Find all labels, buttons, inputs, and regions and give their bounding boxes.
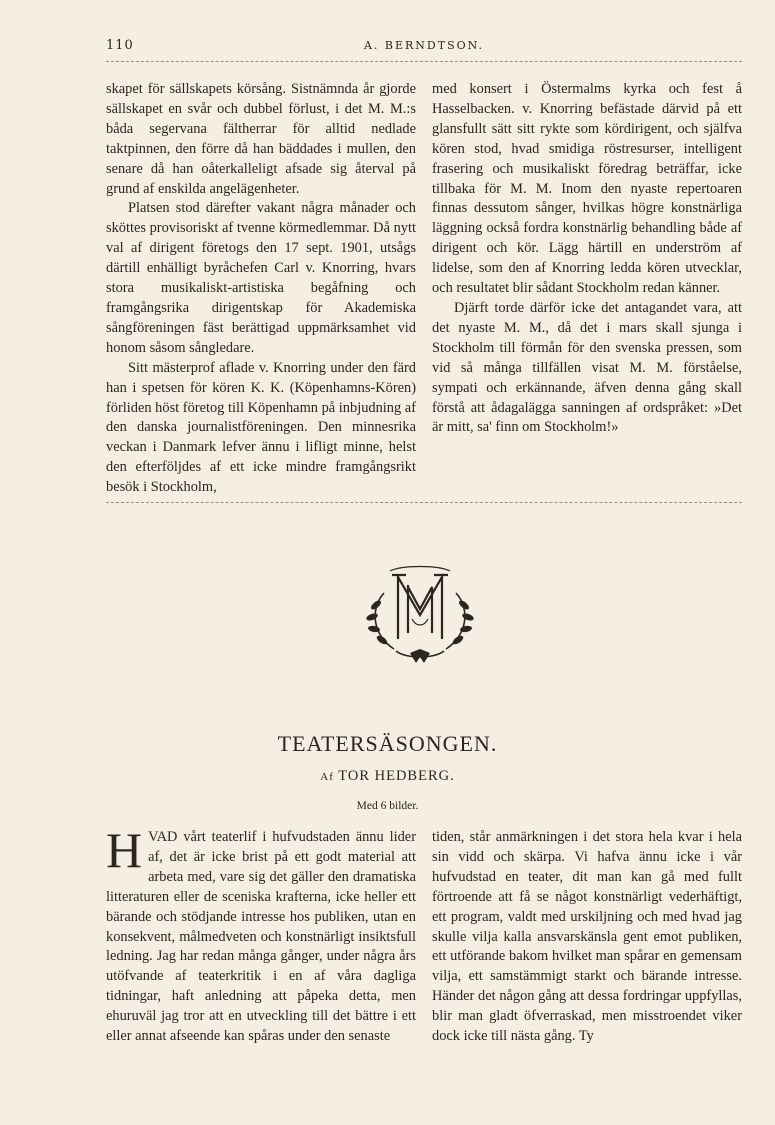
paragraph: med konsert i Östermalms kyrka och fest å Hasselbacken. v. Knorring befästade därvid på ett glansfullt sätt sitt rykte som kördirigent, och själfva kören stod, hvad smidiga röstresurser, intelligent frasering och musikaliskt föredrag beträffar, icke tillbaka för M. M. Inom den nyaste repertoaren finnas dessutom sånger, hvilkas högre konstnärliga läggning också fordra konstnärlig behandling både af dirigent och kör. Lägg härtill en underström af lidelse, som den af Knorring ledda kören utvecklar, och resultatet blir sådant Stockholm redan känner. — [432, 81, 742, 297]
byline-prefix: Af — [320, 771, 334, 783]
article-left-column — [106, 822, 416, 1047]
article-right-column — [432, 828, 742, 1047]
section-rule — [106, 502, 742, 503]
paragraph-text: VAD vårt teaterlif i hufvudstaden ännu lider af, det är icke brist på ett godt material att arbeta med, vare sig det gäller den dramatiska litteraturen eller de sceniska krafterna, icke heller ett bärande och stödjande intresse hos publiken, utan en konsekvent, målmedveten och konstnärligt insiktsfull ledning. Jag har redan många gånger, under några års utöfvande af teaterkritik i en af våra dagliga tidningar, haft anledning att påpeka detta, men ehuruväl jag tror att en utveckling till det bättre i ett eller annat afseende kan spåras under den senaste — [106, 829, 416, 1045]
upper-left-column — [106, 80, 416, 498]
paragraph — [106, 822, 416, 1047]
byline-author: TOR HEDBERG. — [338, 768, 455, 784]
paragraph: tiden, står anmärkningen i det stora hela kvar i hela sin vidd och skärpa. Vi hafva ännu icke i vår hufvudstad en teater, dit man kan gå med fullt förtroende att få se något konstnärligt vederhäftigt, ett program, valdt med urskiljning och med hvad jag skulle vilja kalla ansvarskänsla gent emot publiken, ett utförande bakom hvilket man spårar en gemensam vilja, ett samstämmigt starkt och bärande intresse. Händer det någon gång att dessa fordringar uppfyllas, blir man gladt öfverraskad, men misstroendet viker dock icke till nästa gång. Ty — [432, 829, 742, 1045]
running-head — [106, 38, 742, 58]
illustrations-note: Med 6 bilder. — [356, 800, 419, 812]
upper-right-column — [432, 80, 742, 438]
monogram-wreath-ornament — [362, 563, 478, 669]
byline — [0, 768, 775, 785]
header-rule — [106, 61, 742, 62]
paragraph: Platsen stod därefter vakant några månader och sköttes provisoriskt af tvenne körmedlemmar. Då nytt val af dirigent företogs den 17 sept. 1901, utsågs därtill enhälligt byråchefen Carl v. Knorring, hvars stora musikaliskt-artistiska begåfning och framgångsrika dirigentskap för Akademiska sångföreningen fäst berättigad uppmärksamhet vid honom såsom sångledare. — [106, 200, 416, 356]
drop-cap: H — [106, 822, 143, 878]
paragraph: Djärft torde därför icke det antagandet vara, att det nyaste M. M., då det i mars skall sjunga i Stockholm till förmån för den svenska pressen, som vid så många tillfällen visat M. M. förståelse, sympati och erkännande, äfven denna gång skall förstå att ådagalägga sanningen af ordspråket: »Det är mitt, sa' finn om Stockholm!» — [432, 299, 742, 436]
page-number: 110 — [106, 38, 134, 53]
article-title: TEATERSÄSONGEN. — [277, 731, 498, 756]
paragraph: Sitt mästerprof aflade v. Knorring under den färd han i spetsen för kören K. K. (Köpenhamns-Kören) förliden höst företog till Köpenhamn på inbjudning af den danska journalistföreningen. Den minnesrika veckan i Danmark lefver ännu i lifligt minne, helst den efterföljdes af ett icke mindre framgångsrikt besök i Stockholm, — [106, 359, 416, 496]
paragraph: skapet för sällskapets körsång. Sistnämnda år gjorde sällskapet en svår och dubbel förlust, i det M. M.:s båda segervana fältherrar för alltid nedlade taktpinnen, den förre då han bäddades i mullen, den senare då han oåterkalleligt afsade sig återval på grund af enskilda angelägenheter. — [106, 81, 416, 197]
running-title: A. BERNDTSON. — [363, 39, 485, 52]
